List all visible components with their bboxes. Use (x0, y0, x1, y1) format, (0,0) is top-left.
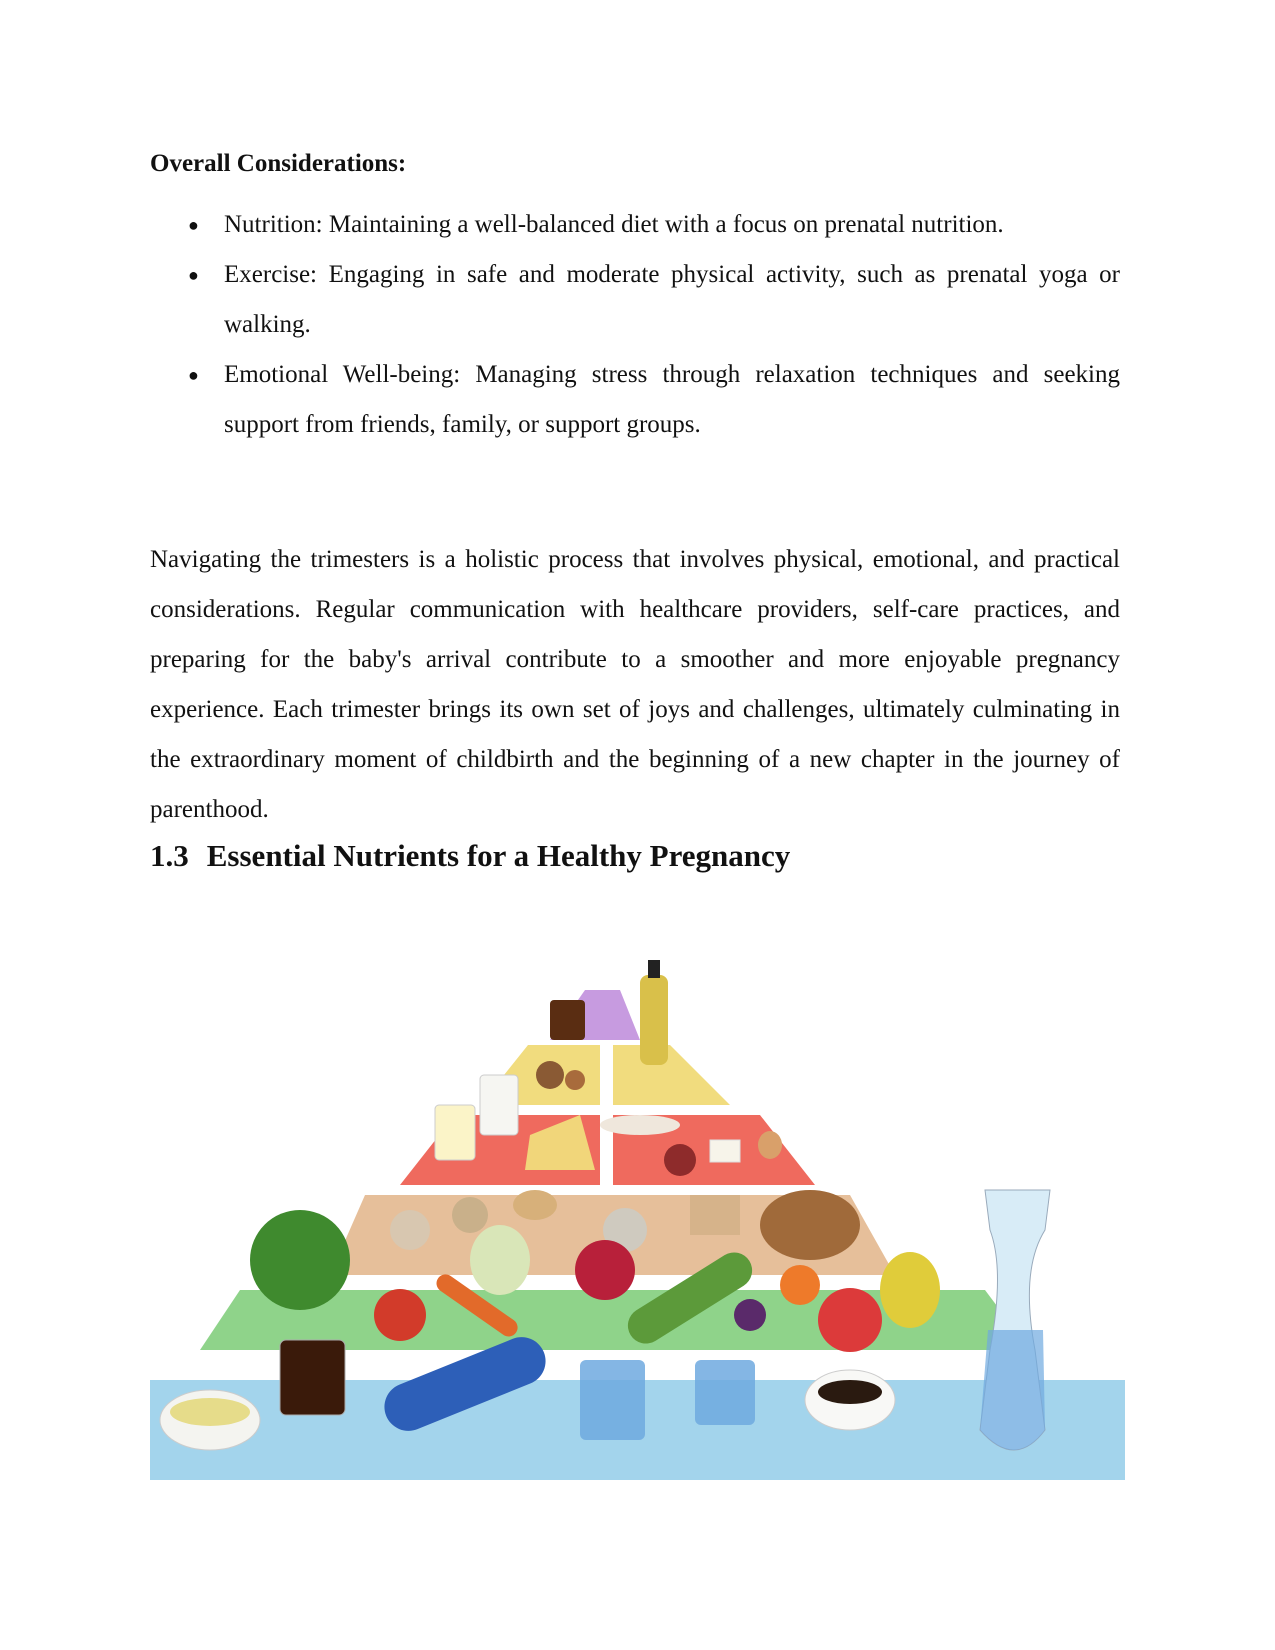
list-item: ● Emotional Well-being: Managing stress through relaxation techniques and seeking support from friends, family, or support groups. (150, 350, 1120, 450)
milk-glass (480, 1075, 518, 1135)
tea-mug (280, 1340, 345, 1415)
fish-fillet (600, 1115, 680, 1135)
considerations-list (150, 200, 1120, 450)
body-paragraph: Navigating the trimesters is a holistic process that involves physical, emotional, and practical considerations. Regular communication with healthcare providers, self-care practices, and preparing for the baby's arrival contribute to a smoother and more enjoyable pregnancy experience. Each trimester brings its own set of joys and challenges, ultimately culminating in the extraordinary moment of childbirth and the beginning of a new chapter in the journey of parenthood. (150, 546, 1120, 823)
list-item: ● Nutrition: Maintaining a well-balanced diet with a focus on prenatal nutrition. (150, 200, 1120, 250)
broccoli (250, 1210, 350, 1310)
section-title (150, 838, 790, 874)
grain-pile (390, 1210, 430, 1250)
tomato (374, 1289, 426, 1341)
yogurt-cup (435, 1105, 475, 1160)
oil-bottle (640, 975, 668, 1065)
potato (513, 1190, 557, 1220)
crispbread (690, 1195, 740, 1235)
beetroot (575, 1240, 635, 1300)
considerations-heading: Overall Considerations: (150, 150, 407, 177)
section-title-text: Essential Nutrients for a Healthy Pregnancy (206, 838, 791, 873)
water-glass (580, 1360, 645, 1440)
orange (780, 1265, 820, 1305)
plum (734, 1299, 766, 1331)
food-pyramid-illustration (150, 930, 1125, 1480)
apple (818, 1288, 882, 1352)
pear (880, 1252, 940, 1328)
list-item: ● Exercise: Engaging in safe and moderate physical activity, such as prenatal yoga or walking. (150, 250, 1120, 350)
tofu (710, 1140, 740, 1162)
sparkling-water-glass (695, 1360, 755, 1425)
nuts (536, 1061, 564, 1089)
fennel (470, 1225, 530, 1295)
beans (664, 1144, 696, 1176)
bread-loaf (760, 1190, 860, 1260)
egg (758, 1131, 782, 1159)
pyramid-tier-fats-right (613, 1045, 730, 1105)
section-number: 1.3 (150, 838, 189, 873)
cola-glass (550, 1000, 585, 1040)
